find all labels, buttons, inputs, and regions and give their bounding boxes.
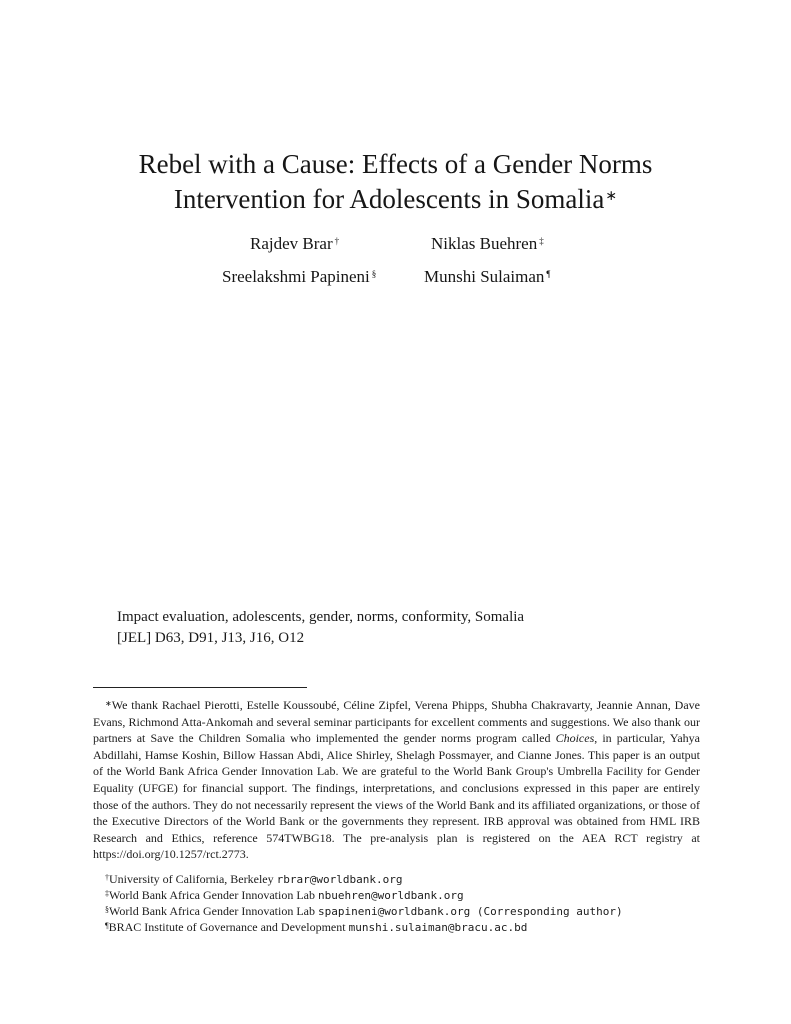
paper-title-line-1 bbox=[0, 145, 791, 183]
author-name: Sreelakshmi Papineni bbox=[222, 267, 370, 286]
author-name: Niklas Buehren bbox=[431, 234, 538, 253]
author-footnote-mark[interactable]: § bbox=[371, 269, 377, 279]
title-text-1: Rebel with a Cause: Effects of a Gender Norms bbox=[138, 149, 653, 179]
acknowledgements-footnote bbox=[93, 697, 700, 863]
keywords: Impact evaluation, adolescents, gender, norms, conformity, Somalia bbox=[117, 609, 525, 625]
author-sreelakshmi-papineni bbox=[222, 266, 376, 288]
affiliation-text: World Bank Africa Gender Innovation Lab bbox=[109, 904, 318, 918]
affiliation-text: BRAC Institute of Governance and Development bbox=[108, 920, 349, 934]
title-footnote-mark[interactable]: ∗ bbox=[605, 189, 618, 204]
email-link[interactable]: nbuehren@worldbank.org bbox=[317, 889, 464, 902]
author-footnote-mark[interactable]: ¶ bbox=[546, 269, 551, 279]
affiliation-text: World Bank Africa Gender Innovation Lab bbox=[109, 888, 318, 902]
thanks-text-part1: We thank Rachael Pierotti, Estelle Koussoubé, Céline Zipfel, Verena Phipps, Shubha Chakravarty, Jeannie Annan, Dave Evans, Richmond Atta-Ankomah and several seminar participants for excellent comments and suggestions. We also thank our partners at Save the Children Somalia who implemented the gender norms program called bbox=[93, 698, 700, 746]
affiliation-mark: ¶ bbox=[105, 921, 109, 930]
footnote-rule bbox=[93, 687, 307, 688]
author-name: Munshi Sulaiman bbox=[424, 267, 545, 286]
program-name: Choices bbox=[555, 731, 595, 746]
author-footnote-mark[interactable]: † bbox=[334, 236, 340, 246]
affiliation-text: University of California, Berkeley bbox=[109, 872, 277, 886]
author-footnote-mark[interactable]: ‡ bbox=[539, 236, 544, 246]
affiliation-mark: § bbox=[105, 905, 109, 914]
author-munshi-sulaiman bbox=[424, 266, 551, 288]
author-niklas-buehren bbox=[431, 233, 544, 255]
affiliation-footnote-sulaiman bbox=[105, 919, 527, 936]
thanks-mark: ∗ bbox=[105, 699, 112, 708]
author-rajdev-brar bbox=[250, 233, 339, 255]
paper-title-line-2 bbox=[0, 180, 791, 218]
affiliation-mark: ‡ bbox=[105, 889, 109, 898]
thanks-text-part2: , in particular, Yahya Abdillahi, Hamse Koshin, Billow Hassan Abdi, Alice Shirley, Shelagh Possmayer, and Cianne Jones. This paper is an output of the World Bank Africa Gender Innovation Lab. We are grateful to the World Bank Group's Umbrella Facility for Gender Equality (UFGE) for financial support. The findings, interpretations, and conclusions expressed in this paper are entirely those of the authors. They do not necessarily represent the views of the World Bank and its affiliated organizations, or those of the Executive Directors of the World Bank or the governments they represent. IRB approval was obtained from HML IRB Research and Ethics, reference 574TWBG18. The pre-analysis plan is registered on the AEA RCT registry at https://doi.org/10.1257/rct.2773. bbox=[93, 731, 701, 862]
jel-codes: [JEL] D63, D91, J13, J16, O12 bbox=[117, 630, 305, 646]
affiliation-footnote-buehren bbox=[105, 887, 464, 904]
email-link[interactable]: spapineni@worldbank.org (Corresponding author) bbox=[317, 905, 623, 918]
affiliation-mark: † bbox=[105, 873, 109, 882]
affiliation-footnote-papineni bbox=[105, 903, 623, 920]
affiliation-footnote-brar bbox=[105, 871, 402, 888]
author-name: Rajdev Brar bbox=[250, 234, 333, 253]
email-link[interactable]: rbrar@worldbank.org bbox=[276, 873, 403, 886]
email-link[interactable]: munshi.sulaiman@bracu.ac.bd bbox=[348, 921, 528, 934]
title-text-2: Intervention for Adolescents in Somalia bbox=[173, 184, 605, 214]
